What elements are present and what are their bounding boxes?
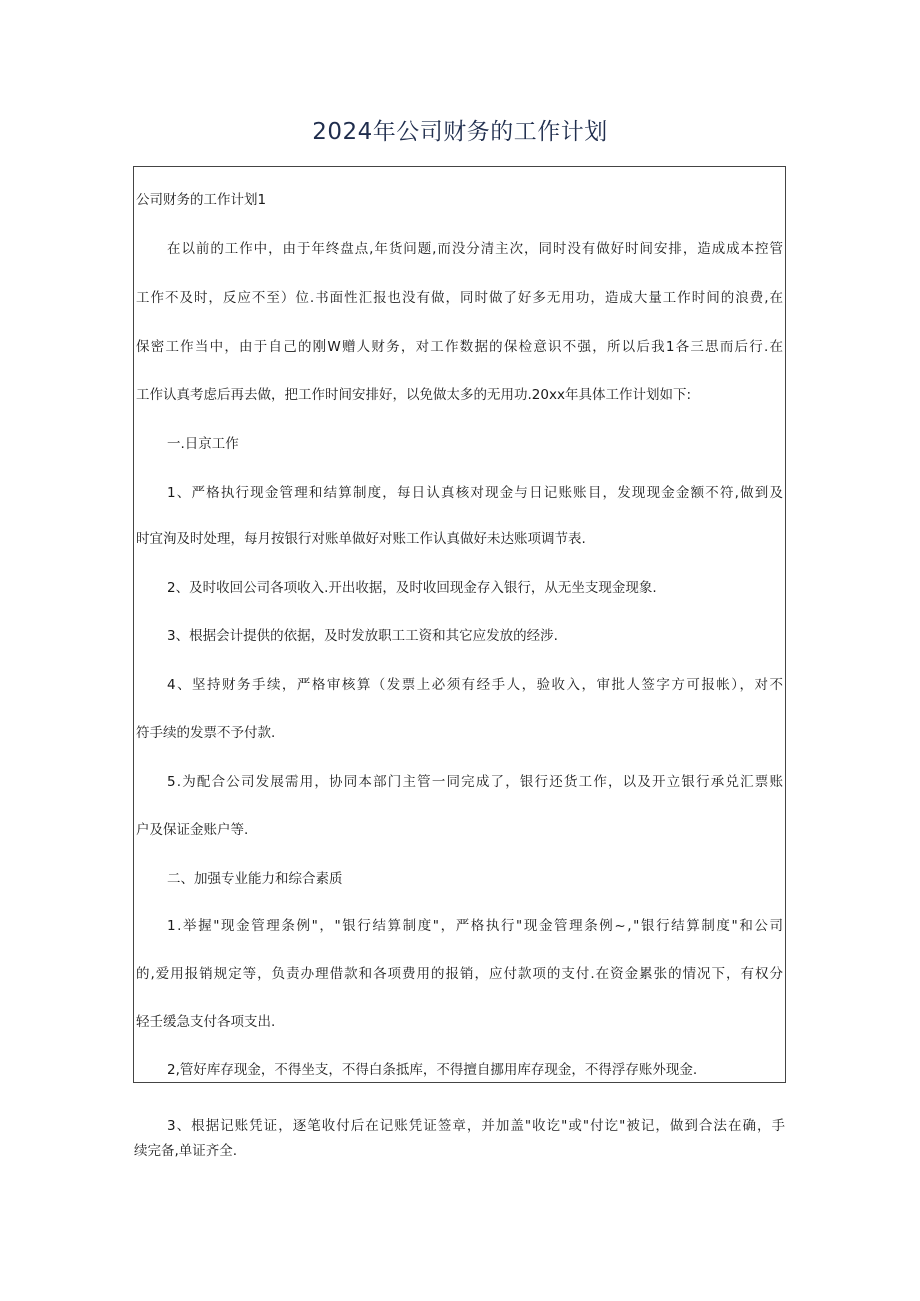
text-line: 的,爱用报销规定等，负责办理借款和各项费用的报销，应付款项的支付.在资金累张的情况下，有权分 bbox=[136, 966, 784, 982]
text-line: 续完备,单证齐全. bbox=[134, 1143, 238, 1159]
text-line: 3、根据会计提供的依据，及时发放职工工资和其它应发放的经涉. bbox=[167, 628, 558, 644]
text-line: 时宜洵及时处理，每月按银行对账单做好对账工作认真做好未达账项调节表. bbox=[136, 531, 586, 547]
text-line: 在以前的工作中，由于年终盘点,年货问题,而没分清主次，同时没有做好时间安排，造成成本控管 bbox=[167, 241, 784, 257]
text-line: 2、及时收回公司各项收入.开出收据，及时收回现金存入银行，从无坐支现金现象. bbox=[167, 580, 657, 596]
subsection-heading: 一.日京工作 bbox=[167, 436, 239, 452]
text-line: 保密工作当中，由于自己的刚W赠人财务，对工作数据的保检意识不强，所以后我1各三思而后行.在 bbox=[136, 339, 785, 355]
text-line: 4、坚持财务手续，严格审核算（发票上必须有经手人，验收入，审批人签字方可报帐），对不 bbox=[167, 677, 785, 693]
text-line: 1.举握"现金管理条例"，"银行结算制度"，严格执行"现金管理条例~,"银行结算制度"和公司 bbox=[167, 918, 785, 934]
text-line: 符手续的发票不予付款. bbox=[136, 725, 276, 741]
subsection-heading: 二、加强专业能力和综合素质 bbox=[167, 871, 343, 887]
text-line: 户及保证金账户等. bbox=[136, 822, 249, 838]
text-line: 1、严格执行现金管理和结算制度，每日认真核对现金与日记账账目，发现现金金额不符,做到及 bbox=[167, 485, 785, 501]
section-heading: 公司财务的工作计划1 bbox=[136, 192, 267, 208]
document-title: 2024年公司财务的工作计划 bbox=[312, 119, 608, 145]
text-line: 2,管好库存现金，不得坐支，不得白条抵库，不得擅自挪用库存现金，不得浮存账外现金. bbox=[167, 1062, 698, 1078]
text-line: 轻壬缓急支付各项支出. bbox=[136, 1014, 276, 1030]
text-line: 工作认真考虑后再去做，把工作时间安排好，以免做太多的无用功.20xx年具体工作计划如下: bbox=[136, 387, 691, 403]
text-line: 3、根据记账凭证，逐笔收付后在记账凭证签章，并加盖"收讫"或"付讫"被记，做到合法在确，手 bbox=[167, 1118, 787, 1134]
text-line: 5.为配合公司发展需用，协同本部门主管一同完成了，银行还货工作，以及开立银行承兑汇票账 bbox=[167, 774, 785, 790]
text-line: 工作不及时，反应不至）位.书面性汇报也没有做，同时做了好多无用功，造成大量工作时间的浪费,在 bbox=[136, 290, 784, 306]
